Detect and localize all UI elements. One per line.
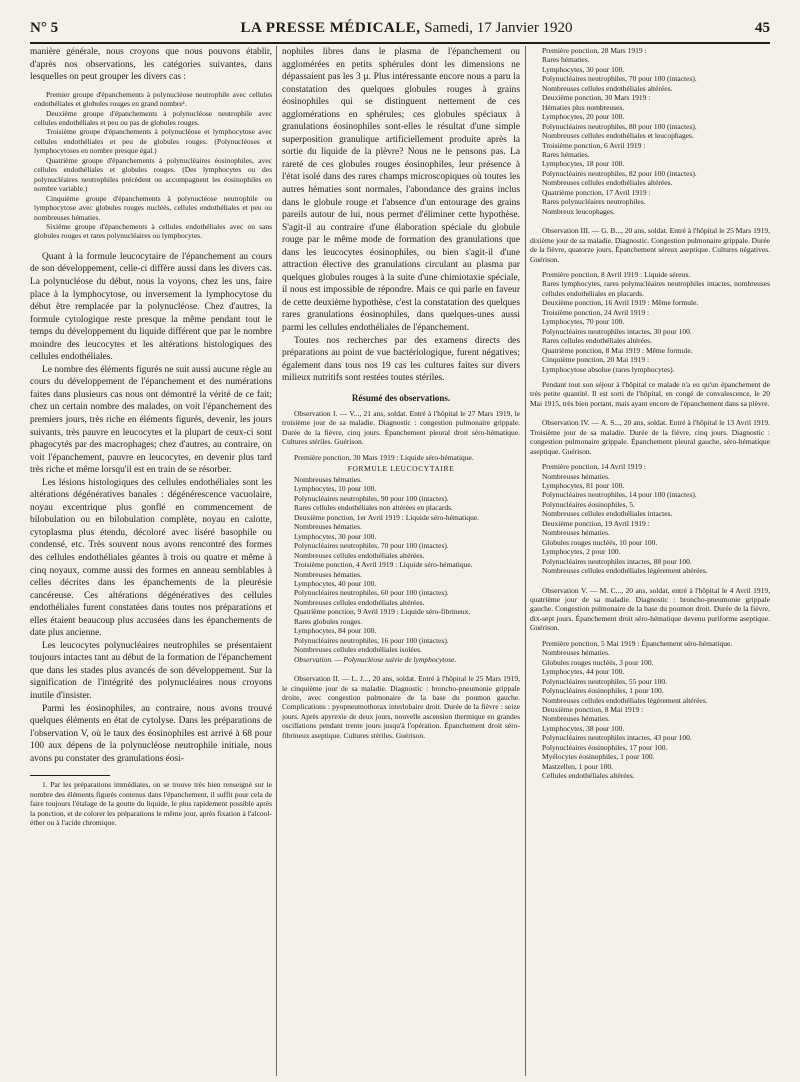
result-line: Lymphocytes, 30 pour 100.: [294, 531, 377, 541]
result-line: Nombreuses hématies.: [294, 475, 362, 485]
result-line: Nombreux leucophages.: [542, 206, 615, 216]
formula-heading: FORMULE LEUCOCYTAIRE: [347, 464, 455, 474]
result-line: Nombreuses hématies.: [542, 648, 610, 658]
result-line: Lymphocytes, 44 pour 100.: [542, 667, 625, 677]
result-line: Première ponction, 14 Avril 1919 :: [542, 462, 647, 472]
result-line: Polynucléaires neutrophiles, 60 pour 100 (intactes).: [294, 588, 449, 598]
observation-heading: Observation I. — V..., 21 ans, soldat. Entré à l'hôpital le 27 Mars 1919, le troisième jour de sa maladie. Diagnostic : congestion pulmonaire grippale. Durée de la fièvre, cinq jours. Épanchement pleural droit séro-hématique. Cultures stériles. Guérison.: [282, 408, 520, 447]
result-line: Rares polynucléaires neutrophiles.: [542, 197, 646, 207]
result-line: Quatrième ponction, 8 Mai 1919 : Même formule.: [542, 345, 693, 355]
result-line: Cellules endothéliales altérées.: [542, 771, 635, 781]
result-line: Polynucléaires neutrophiles intactes, 43 pour 100.: [542, 733, 692, 743]
footnote-rule: [30, 775, 110, 776]
result-line: Polynucléaires neutrophiles intactes, 88 pour 100.: [542, 556, 692, 566]
result-line: Troisième ponction, 24 Avril 1919 :: [542, 307, 650, 317]
result-line: Rares globules rouges.: [294, 616, 363, 626]
result-line: Troisième ponction, 6 Avril 1919 :: [542, 140, 646, 150]
result-line: Lymphocytes, 38 pour 100.: [542, 723, 625, 733]
result-line: Nombreuses hématies.: [294, 522, 362, 532]
result-line: Mastzellen, 1 pour 100.: [542, 761, 614, 771]
journal-title: LA PRESSE MÉDICALE,: [240, 19, 421, 36]
body-paragraph: Le nombre des éléments figurés ne suit aussi aucune règle au cours du développement de l'épanchement et des numérations faites dans plusieurs cas nous ont démontré la vérité de ce fait; chez un certain nombre des malades, on voit l'épanchement des premiers jours, très riche en éléments figurés, devenir, les jours suivants, très pauvre en leucocytes et la plupart de ceux-ci sont phagocytés par des macrophages; chez d'autres, au contraire, on voit l'épanchement, pauvre en leucocytes, en devenir plus tard très riche et même lorsqu'il est en train de se résorber.: [30, 364, 272, 476]
result-line: Lymphocytose absolue (rares lymphocytes).: [542, 364, 675, 374]
body-paragraph: Quant à la formule leucocytaire de l'épanchement au cours de son développement, celle-ci diffère aussi dans les divers cas. La polynucléose du début, nous la voyons, chez les uns, faire place à la lymphocytose, ou inversement la lymphocytose du début être remplacée par la polynucléose. Chez d'autres, la formule cytologique reste presque la même pendant tout le temps du développement du liquide différent que par le nombre moindre des leucocytes et les altérations histologiques des cellules endothéliales.: [30, 251, 272, 363]
result-line: Lymphocytes, 70 pour 100.: [542, 317, 625, 327]
result-line: Quatrième ponction, 9 Avril 1919 : Liquide séro-fibrineux.: [294, 607, 471, 617]
result-line: Nombreuses cellules endothéliales altérées.: [294, 550, 425, 560]
result-line: Nombreuses cellules endothéliales altérées.: [542, 83, 673, 93]
result-line: Polynucléaires neutrophiles intactes, 30 pour 100.: [542, 326, 692, 336]
columns: [30, 46, 770, 1076]
result-line: Deuxième ponction, 8 Mai 1919 :: [542, 705, 644, 714]
result-line: Polynucléaires éosinophiles, 1 pour 100.: [542, 686, 664, 696]
intro-paragraph: manière générale, nous croyons que nous pouvons établir, d'après nos observations, les catégories suivantes, dans lesquelles on peut grouper les divers cas :: [30, 47, 272, 83]
result-line: Lymphocytes, 40 pour 100.: [294, 579, 377, 589]
result-line: Nombreuses cellules endothéliales altérées.: [294, 597, 425, 607]
page-header: [30, 14, 770, 44]
result-line: Polynucléaires neutrophiles, 55 pour 100.: [542, 676, 667, 686]
body-paragraph: nophiles libres dans le plasma de l'épanchement ou agglomérées en petits sphérules dont les dimensions ne dépassaient pas les 3 µ. Plus intéressante encore nous a paru la constatation des quelques globules rouges à grains éosinophiles qui se distinguent nettement de ces agglomérations en sphérules; ces globules spéciaux à granulations éosinophiles sont-elles le résultat d'une simple superposition granulique artificiellement produite après la sortie du liquide de la plèvre? Nous ne le pensons pas. La rareté de ces globules rouges éosinophiles, leur présence à l'état isolé dans des rares champs microscopiques où toutes les autres hématies sont normales, l'abondance des grains inclus dans le globule rouge et l'absence d'un entourage des grains pareils autour de lui, nous permet d'éliminer cette hypothèse. S'agit-il au contraire d'une élaboration spéciale du globule rouge par le même mode de formation des granulations que dans les leucocytes éosinophiles, ou bien s'agit-il d'une attraction élective des granulations circulant au plasma par quelques globules rouges à la suite d'une chimiotaxie spéciale, il nous est impossible de répondre. Mais ce qui parle en faveur de cette deuxième hypothèse, c'est la constatation des quelques rares granulations éosinophiles, dans quelques-unes aussi parmi les cellules endothéliales de l'épanchement.: [282, 47, 520, 334]
group-item: Troisième groupe d'épanchements à polynucléose et lymphocytose avec cellules endothéliales et peu de globules rouges. (Polynucléoses et lymphocytoses en nombre presque égal.): [34, 127, 272, 156]
column-2: [282, 46, 520, 1076]
observation-results: [530, 639, 770, 781]
body-paragraph: Toutes nos recherches par des examens directs des préparations au point de vue bactériologique, furent négatives; également dans tous nos 19 cas les cultures faites sur divers milieux nutritifs sont restées toutes stériles.: [282, 335, 520, 384]
result-line: Polynucléaires neutrophiles, 70 pour 100 (intactes).: [294, 541, 449, 551]
body-paragraph: Les lésions histologiques des cellules endothéliales sont les altérations dégénératives banales : dégénérescence vacuolaire, noyau excentrique plus gonflé en commencement de bilobulation ou en bilobulation complète, noyau en calotte, cytoplasma plus étendu, décoloré avec liséré basophile ou condensé, etc. Très souvent nous avons rencontré des formes des cellules endothéliales géantes à trois ou quatre et même à cinq noyaux, comme aussi des formes en anneau semblables à celles décrites dans les épanchements de la pleurésie cancéreuse. Ces altérations dégénératives des cellules endothéliales furent constatées dans toutes nos préparations et elles étaient beaucoup plus accusées dans les épanchements de date plus ancienne.: [30, 477, 272, 639]
result-line: Lymphocytes, 81 pour 100.: [542, 481, 625, 491]
result-line: Nombreuses cellules endothéliales légèrement altérées.: [542, 695, 708, 705]
observation-results: [282, 475, 520, 655]
groups-list: [34, 90, 272, 241]
observation-results: [530, 46, 770, 216]
result-line: Nombreuses cellules endothéliales et leucophages.: [542, 131, 694, 141]
masthead: [241, 20, 573, 37]
observation-results: [530, 270, 770, 374]
result-line: Première ponction, 28 Mars 1919 :: [542, 46, 647, 55]
result-line: Deuxième ponction, 16 Avril 1919 : Même formule.: [542, 298, 699, 308]
section-title: Résumé des observations.: [351, 392, 451, 403]
result-line: Polynucléaires neutrophiles, 14 pour 100 (intactes).: [542, 490, 697, 500]
observation-note: Pendant tout son séjour à l'hôpital ce malade n'a eu qu'un épanchement de très petite quantité. Il est sorti de l'hôpital, en congé de convalescence, le 20 Mai 1915, très bien portant, mais ayant encore de l'épanchement dans sa plèvre.: [530, 379, 770, 408]
body-paragraph: Parmi les éosinophiles, au contraire, nous avons trouvé quelques éléments en état de cytolyse. Dans les préparations de l'observation V, où le taux des éosinophiles est arrivé à 68 pour 100 aux dépens de la polynucléose neutrophile initiale, nous avons pu constater des granulations éosi-: [30, 703, 272, 764]
result-line: Globules rouges nucléés, 10 pour 100.: [542, 537, 658, 547]
result-line: Lymphocytes, 18 pour 100.: [542, 159, 625, 169]
result-line: Nombreuses hématies.: [294, 569, 362, 579]
observation-heading: Observation V. — M. C..., 20 ans, soldat, entré à l'hôpital le 4 Avril 1919, quatrième jour de sa maladie. Diagnostic : broncho-pneumonie grippale gauche. Congestion pulmonaire de la base du poumon droit. Durée de la fièvre, dix-sept jours. Épanchement droit séro-hématique devenu puriforme aseptique. Guérison.: [530, 585, 770, 633]
result-line: Polynucléaires neutrophiles, 70 pour 100 (intactes).: [542, 74, 697, 84]
result-line: Rares cellules endothéliales altérées.: [542, 336, 652, 346]
result-line: Deuxième ponction, 19 Avril 1919 :: [542, 518, 650, 528]
result-line: Lymphocytes, 10 pour 100.: [294, 484, 377, 494]
result-line: Rares cellules endothéliales non altérées en placards.: [294, 503, 453, 513]
footnote: 1. Par les préparations immédiates, on se trouve très bien renseigné sur le nombre des éléments figurés contenus dans l'épanchement, il suffit pour cela de faire toujours l'étalage de la goutte du liquide, le plus rapidement possible après la ponction, et de colorer les préparations le même jour, après fixation à l'alcool-éther ou à l'acide chromique.: [30, 780, 272, 828]
result-line: Première ponction, 5 Mai 1919 : Épanchement séro-hématique.: [542, 638, 733, 648]
observation-results: [530, 462, 770, 575]
issue-date: Samedi, 17 Janvier 1920: [424, 19, 573, 36]
result-line: Deuxième ponction, 1er Avril 1919 : Liquide séro-hématique.: [294, 512, 480, 522]
group-item: Sixième groupe d'épanchements à cellules endothéliales avec ou sans globules rouges et rares polynucléaires ou lymphocytes.: [34, 221, 272, 241]
result-line: Quatrième ponction, 17 Avril 1919 :: [542, 187, 651, 197]
observation-note: Observation. — Polynucléose suivie de lymphocytose.: [294, 654, 457, 664]
observation-heading: Observation IV. — A. S..., 20 ans, soldat. Entré à l'hôpital le 13 Avril 1919. Troisième jour de sa maladie. Durée de la fièvre, cinq jours. Diagnostic : congestion pulmonaire grippale. Épanchement pleural gauche, séro-hématique aseptique. Guérison.: [530, 418, 770, 456]
result-line: Polynucléaires neutrophiles, 16 pour 100 (intactes).: [294, 635, 449, 645]
group-item: Deuxième groupe d'épanchements à polynucléose neutrophile avec cellules endothéliales et peu ou pas de globules rouges.: [34, 108, 272, 127]
result-line: Rares lymphocytes, rares polynucléaires neutrophiles intactes, nombreuses cellules endothéliales en placards.: [542, 279, 770, 298]
result-line: Nombreuses cellules endothéliales légèrement altérées.: [542, 566, 708, 576]
result-line: Deuxième ponction, 30 Mars 1919 :: [542, 93, 651, 103]
result-line: Lymphocytes, 2 pour 100.: [542, 547, 621, 557]
result-line: Myélocytes éosinophiles, 1 pour 100.: [542, 752, 655, 762]
result-line: Nombreuses hématies.: [542, 528, 610, 538]
result-line: Lymphocytes, 84 pour 100.: [294, 626, 377, 636]
result-line: Polynucléaires éosinophiles, 17 pour 100.: [542, 742, 668, 752]
result-line: Nombreuses hématies.: [542, 471, 610, 481]
result-line: Cinquième ponction, 20 Mai 1919 :: [542, 355, 650, 365]
body-paragraph: Les leucocytes polynucléaires neutrophiles se présentaient toujours intactes tant au début de la formation de l'épanchement que dans les stades plus avancés de son développement. Sur la signification de l'intégrité des polynucléaires nous croyons inutile d'insister.: [30, 640, 272, 702]
result-line: Nombreuses cellules endothéliales isolées.: [294, 645, 422, 655]
result-line: Polynucléaires neutrophiles, 90 pour 100 (intactes).: [294, 493, 449, 503]
result-line: Nombreuses hématies.: [542, 714, 610, 724]
result-line: Globules rouges nucléés, 3 pour 100.: [542, 657, 654, 667]
result-line: Nombreuses cellules endothéliales intactes.: [542, 509, 673, 519]
result-line: Rares hématies.: [542, 55, 590, 65]
result-line: Troisième ponction, 4 Avril 1919 : Liquide séro-hématique.: [294, 560, 473, 570]
page-number: 45: [755, 19, 770, 36]
result-line: Lymphocytes, 20 pour 100.: [542, 112, 625, 122]
result-line: Nombreuses cellules endothéliales altérées.: [542, 178, 673, 188]
result-line: Hématies plus nombreuses.: [542, 102, 625, 112]
observation-heading: Observation II. — L. J..., 20 ans, soldat. Entré à l'hôpital le 25 Mars 1919, le cinquième jour de sa maladie. Diagnostic : broncho-pneumonie grippale droite, avec congestion pulmonaire de la base du poumon gauche. Complications : pyopneumothorax interlobaire droit. Durée de la fièvre : seize jours. Après apyrexie de deux jours, nouvelle ascension thermique en grandes oscillations pendant trente jours jusqu'à l'opération. Épanchement droit séro-fibrineux aseptique. Cultures stériles. Guérison.: [282, 674, 520, 740]
result-line: Polynucléaires neutrophiles, 82 pour 100 (intactes).: [542, 168, 697, 178]
observation-heading: Observation III. — G. B..., 20 ans, soldat. Entré à l'hôpital le 25 Mars 1919, dixième jour de sa maladie. Diagnostic. Congestion pulmonaire grippale. Durée de la fièvre, quatorze jours. Épanchement séreux aseptique. Cultures négatives. Guérison.: [530, 226, 770, 264]
group-item: Quatrième groupe d'épanchements à polynucléaires éosinophiles, avec cellules endothéliales et globules rouges. (Des lymphocytes ou des polynucléaires neutrophiles précèdent ou accompagnent les éosinophiles en nombre variable.): [34, 155, 272, 194]
column-rule: [276, 46, 277, 1076]
issue-number: N° 5: [30, 19, 59, 36]
column-1: [30, 46, 272, 1076]
result-line: Polynucléaires éosinophiles, 5.: [542, 499, 635, 509]
result-line: Polynucléaires neutrophiles, 80 pour 100 (intactes).: [542, 121, 697, 131]
result-line: Lymphocytes, 30 pour 100.: [542, 64, 625, 74]
column-rule: [525, 46, 526, 1076]
group-item: Cinquième groupe d'épanchements à polynucléose neutrophile ou lymphocytose avec globules rouges nucléés, cellules endothéliales et peu ou nombreuses hématies.: [34, 193, 272, 222]
result-line: Première ponction, 8 Avril 1919 : Liquide séreux.: [542, 269, 691, 279]
ponction-line: Première ponction, 30 Mars 1919 : Liquide séro-hématique.: [294, 452, 474, 462]
result-line: Rares hématies.: [542, 149, 590, 159]
column-3: [530, 46, 770, 1076]
group-item: Premier groupe d'épanchements à polynucléose neutrophile avec cellules endothéliales et globules rouges en grand nombre¹.: [34, 89, 272, 109]
